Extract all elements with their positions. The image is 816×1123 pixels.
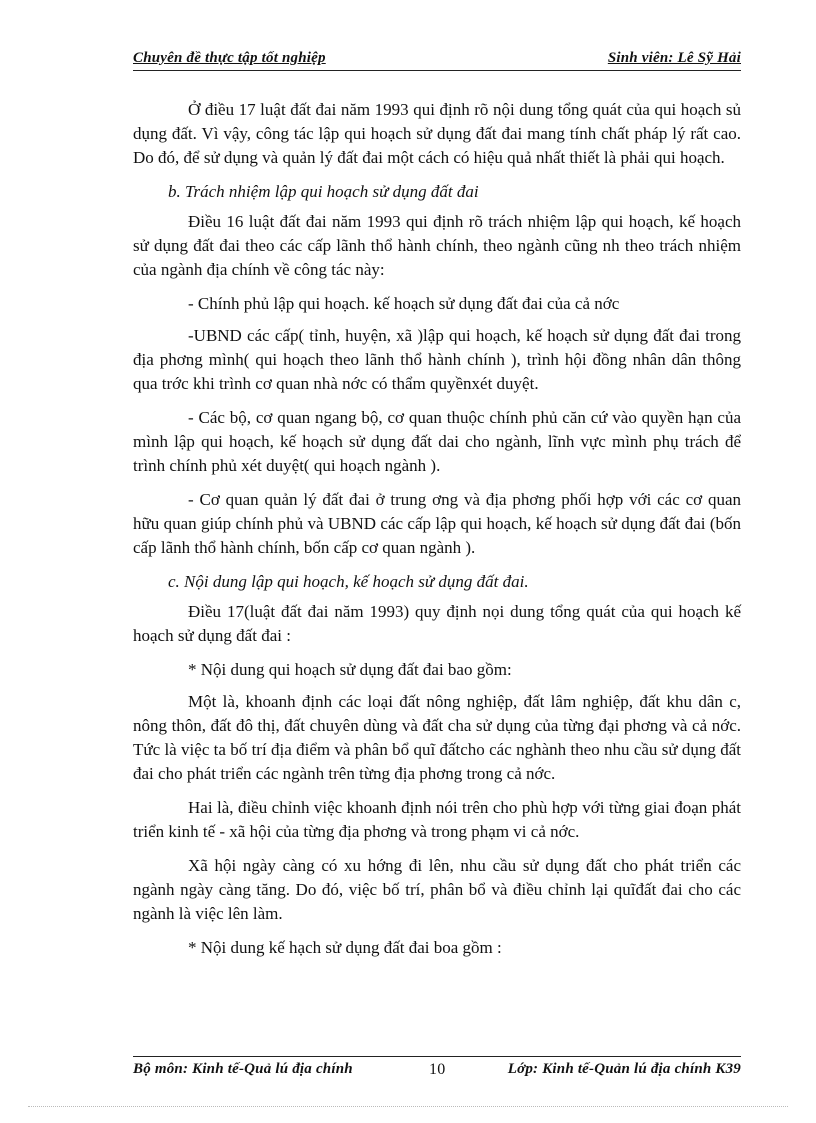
list-item: -UBND các cấp( tỉnh, huyện, xã )lập qui hoạch, kế hoạch sử dụng đất đai trong địa phơng mình( qui hoạch theo lãnh thổ hành chính ), trình hội đồng nhân dân thông qua trớc khi trình cơ quan nhà nớc có thẩm quyềnxét duyệt. (133, 326, 741, 393)
page-header (133, 50, 741, 71)
footer-department: Bộ môn: Kinh tế-Quả lú địa chính (133, 1061, 353, 1077)
section-heading-b: b. Trách nhiệm lập qui hoạch sử dụng đất đai (168, 182, 479, 201)
list-item: - Các bộ, cơ quan ngang bộ, cơ quan thuộc chính phủ căn cứ vào quyền hạn của mình lập qui hoạch, kế hoạch sử dụng đất dai cho ngành, lĩnh vực mình phụ trách để trình chính phủ xét duyệt( qui hoạch ngành ). (133, 408, 741, 475)
paragraph: Điều 16 luật đất đai năm 1993 qui định rõ trách nhiệm lập qui hoạch, kế hoạch sử dụng đất đai theo các cấp lãnh thổ hành chính, theo ngành cũng nh theo trách nhiệm của ngành địa chính về công tác này: (133, 212, 741, 279)
section-heading-c: c. Nội dung lập qui hoạch, kế hoạch sử dụng đất đai. (168, 572, 529, 591)
paragraph: Hai là, điều chỉnh việc khoanh định nói trên cho phù hợp với từng giai đoạn phát triển kinh tế - xã hội của từng địa phơng và trong phạm vi cả nớc. (133, 798, 741, 841)
page-footer (133, 1056, 741, 1079)
paragraph: Một là, khoanh định các loại đất nông nghiệp, đất lâm nghiệp, đất khu dân c, nông thôn, đất đô thị, đất chuyên dùng và đất cha sử dụng của từng đại phơng và cả nớc. Tức là việc ta bố trí địa điểm và phân bổ quĩ đấtcho các nghành theo nhu cầu sử dụng đất đai cho phát triển các ngành trên từng địa phơng trong cả nớc. (133, 692, 741, 783)
page-number: 10 (429, 1061, 446, 1078)
header-title: Chuyên đề thực tập tốt nghiệp (133, 50, 326, 66)
list-item: - Chính phủ lập qui hoạch. kế hoạch sử dụng đất đai của cả nớc (188, 294, 620, 313)
footer-class: Lớp: Kinh tế-Quản lú địa chính K39 (507, 1061, 741, 1077)
document-body (133, 98, 741, 970)
paragraph: Điều 17(luật đất đai năm 1993) quy định nọi dung tổng quát của qui hoạch kế hoạch sử dụng đất đai : (133, 602, 741, 645)
subheading: * Nội dung qui hoạch sử dụng đất đai bao gồm: (188, 660, 512, 679)
page-border-line (28, 1106, 788, 1107)
subheading: * Nội dung kế hạch sử dụng đất đai boa gồm : (188, 938, 502, 957)
paragraph: Xã hội ngày càng có xu hớng đi lên, nhu cầu sử dụng đất cho phát triển các ngành ngày càng tăng. Do đó, việc bố trí, phân bổ và điều chỉnh lại quĩđất đai cho các ngành là việc lên làm. (133, 856, 741, 923)
list-item: - Cơ quan quản lý đất đai ở trung ơng và địa phơng phối hợp với các cơ quan hữu quan giúp chính phủ và UBND các cấp lập qui hoạch, kế hoạch sử dụng đất đai (bốn cấp lãnh thổ hành chính, bốn cấp cơ quan ngành ). (133, 490, 741, 557)
header-author: Sinh viên: Lê Sỹ Hải (607, 50, 741, 66)
paragraph: Ở điều 17 luật đất đai năm 1993 qui định rõ nội dung tổng quát của qui hoạch sủ dụng đất. Vì vậy, công tác lập qui hoạch sử dụng đất đai mang tính chất pháp lý rất cao. Do đó, để sử dụng và quản lý đất đai một cách có hiệu quả nhất thiết là phải qui hoạch. (133, 100, 741, 167)
